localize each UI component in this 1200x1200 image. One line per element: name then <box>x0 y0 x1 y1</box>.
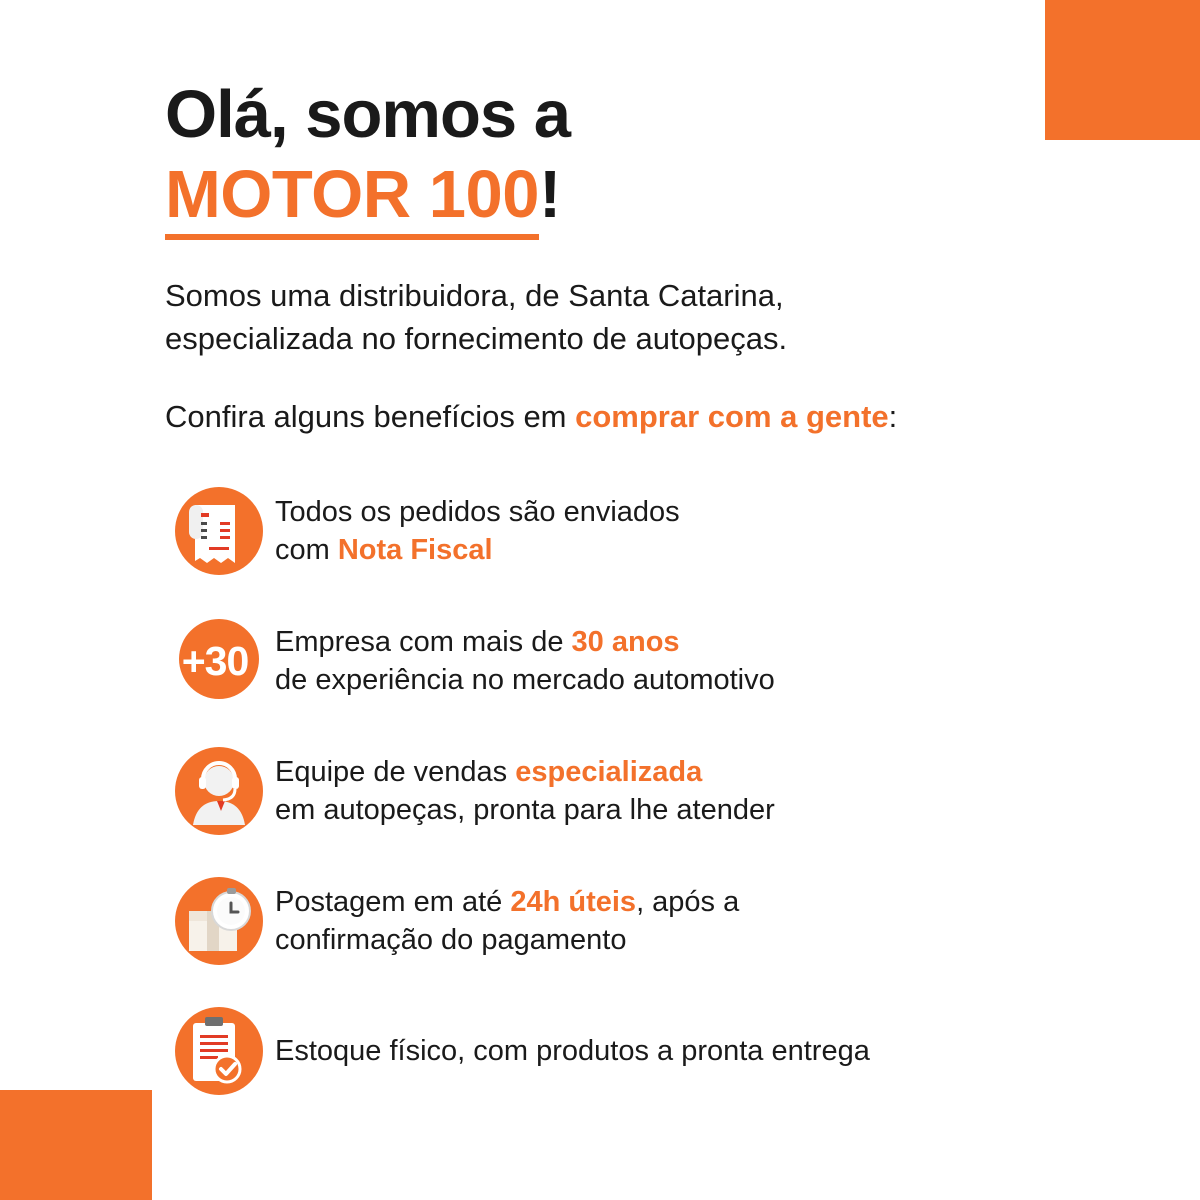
intro-line-1: Somos uma distribuidora, de Santa Catarina, <box>165 278 784 314</box>
benefit-line-1-prefix: Postagem em até <box>275 885 511 918</box>
headline-line-2 <box>165 150 1065 233</box>
intro-line-2: especializada no fornecimento de autopeças. <box>165 321 788 357</box>
support-agent-icon <box>165 743 265 839</box>
headline-exclamation: ! <box>539 157 561 233</box>
poster-content <box>165 77 1065 1133</box>
brand-name: MOTOR 100 <box>165 157 539 240</box>
benefit-line-1-highlight: especializada <box>515 755 703 788</box>
intro-paragraph <box>165 275 1065 361</box>
benefit-line-1: Todos os pedidos são enviados <box>275 495 680 528</box>
benefit-text <box>275 493 680 570</box>
benefit-line-2: em autopeças, pronta para lhe atender <box>275 794 775 827</box>
benefit-line-2 <box>275 531 680 570</box>
clipboard-check-glyph <box>165 1003 265 1099</box>
benefit-line-1 <box>275 883 739 922</box>
list-item <box>165 1003 1065 1099</box>
box-stopwatch-glyph <box>165 873 265 969</box>
subintro-suffix: : <box>888 398 898 434</box>
benefit-text <box>275 883 739 960</box>
benefit-line-1: Estoque físico, com produtos a pronta entrega <box>275 1034 870 1067</box>
benefit-text <box>275 1032 870 1071</box>
benefit-line-1-highlight: 30 anos <box>571 625 680 658</box>
benefit-line-2: confirmação do pagamento <box>275 924 627 957</box>
list-item <box>165 873 1065 969</box>
benefit-line-1 <box>275 623 775 662</box>
receipt-icon <box>165 483 265 579</box>
subintro-paragraph <box>165 397 1065 437</box>
benefit-line-2-prefix: com <box>275 534 338 567</box>
decorative-corner-bottom-left <box>0 1090 152 1200</box>
subintro-highlight: comprar com a gente <box>575 398 889 434</box>
headline-line-1: Olá, somos a <box>165 77 571 152</box>
benefit-line-2-highlight: Nota Fiscal <box>337 534 493 567</box>
box-stopwatch-icon <box>165 873 265 969</box>
clipboard-check-icon <box>165 1003 265 1099</box>
benefit-line-1-prefix: Equipe de vendas <box>275 755 516 788</box>
benefit-line-1-suffix: , após a <box>636 885 740 918</box>
list-item <box>165 483 1065 579</box>
subintro-prefix: Confira alguns benefícios em <box>165 398 576 434</box>
receipt-glyph <box>165 483 265 579</box>
plus-thirty-badge-icon <box>165 613 265 709</box>
benefit-line-1 <box>275 753 775 792</box>
benefit-text <box>275 623 775 700</box>
benefit-line-1-highlight: 24h úteis <box>510 885 637 918</box>
support-agent-glyph <box>165 743 265 839</box>
badge-label: +30 <box>181 637 249 684</box>
decorative-corner-top-right <box>1045 0 1200 140</box>
benefits-list <box>165 483 1065 1099</box>
benefit-text <box>275 753 775 830</box>
benefit-line-1-prefix: Empresa com mais de <box>275 625 572 658</box>
list-item <box>165 613 1065 709</box>
benefit-line-2: de experiência no mercado automotivo <box>275 664 775 697</box>
list-item <box>165 743 1065 839</box>
